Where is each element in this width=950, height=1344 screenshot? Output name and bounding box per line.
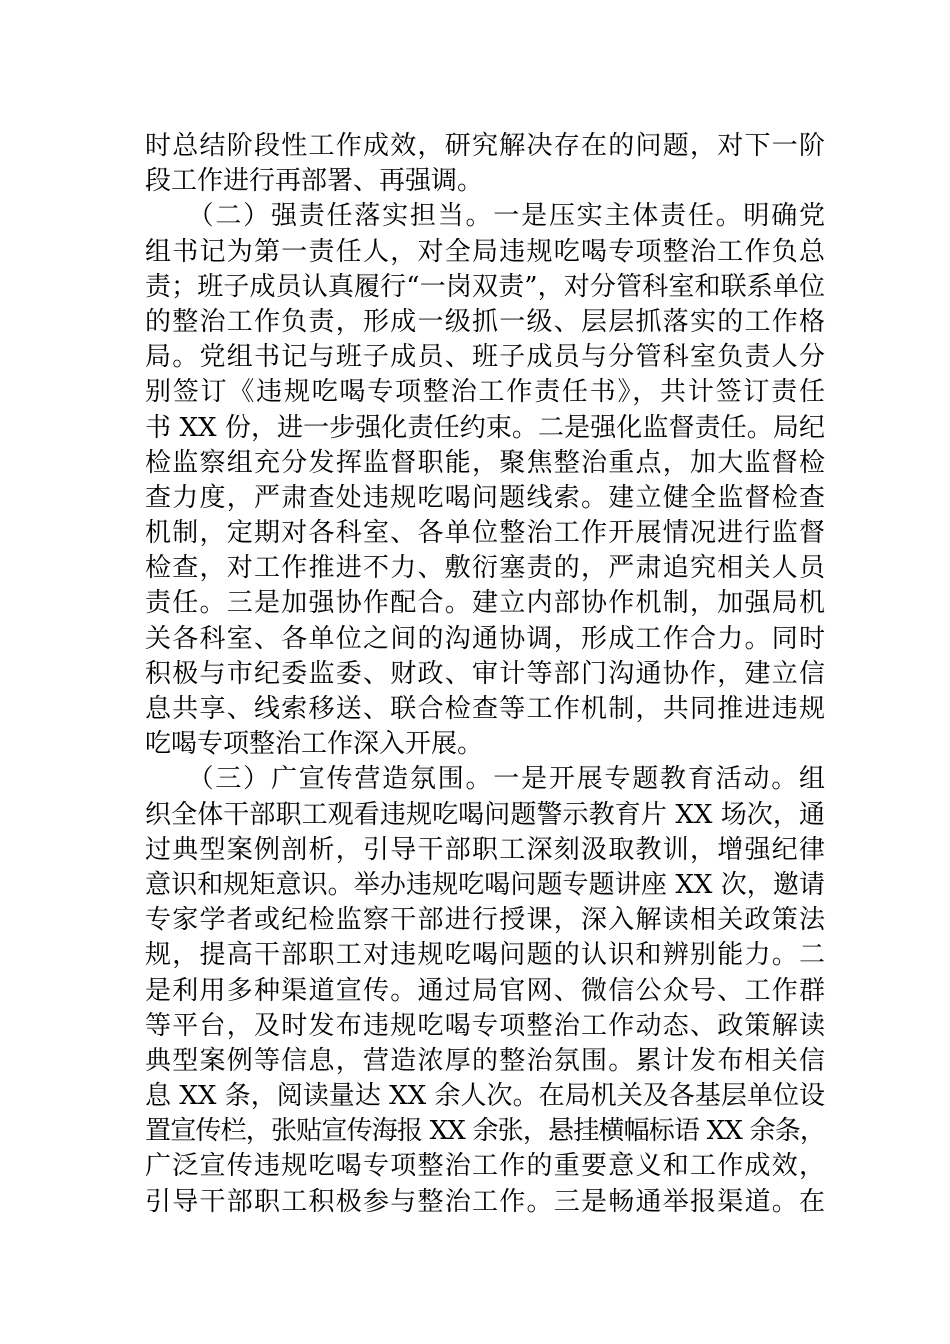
text-line: 责任。三是加强协作配合。建立内部协作机制，加强局机 bbox=[145, 588, 825, 619]
text-line: 积极与市纪委监委、财政、审计等部门沟通协作，建立信 bbox=[145, 658, 825, 689]
text-line: 置宣传栏，张贴宣传海报 XX 余张，悬挂横幅标语 XX 余条， bbox=[145, 1116, 826, 1147]
text-line: （二）强责任落实担当。一是压实主体责任。明确党 bbox=[145, 201, 825, 232]
text-line: 组书记为第一责任人，对全局违规吃喝专项整治工作负总 bbox=[145, 236, 825, 267]
text-line: 责；班子成员认真履行“一岗双责”，对分管科室和联系单位 bbox=[145, 271, 825, 302]
text-line: 检查，对工作推进不力、敷衍塞责的，严肃追究相关人员 bbox=[145, 553, 825, 584]
text-line: 典型案例等信息，营造浓厚的整治氛围。累计发布相关信 bbox=[145, 1045, 825, 1076]
document-body bbox=[145, 129, 825, 1220]
text-line: 等平台，及时发布违规吃喝专项整治工作动态、政策解读 bbox=[145, 1010, 825, 1041]
text-line: 息 XX 条，阅读量达 XX 余人次。在局机关及各基层单位设 bbox=[145, 1081, 825, 1112]
text-line: 局。党组书记与班子成员、班子成员与分管科室负责人分 bbox=[145, 342, 825, 373]
text-line: 织全体干部职工观看违规吃喝问题警示教育片 XX 场次，通 bbox=[145, 799, 825, 830]
text-line: 是利用多种渠道宣传。通过局官网、微信公众号、工作群 bbox=[145, 975, 825, 1006]
text-line: 意识和规矩意识。举办违规吃喝问题专题讲座 XX 次，邀请 bbox=[145, 869, 825, 900]
text-line: 的整治工作负责，形成一级抓一级、层层抓落实的工作格 bbox=[145, 306, 825, 337]
text-line: 检监察组充分发挥监督职能，聚焦整治重点，加大监督检 bbox=[145, 447, 825, 478]
text-line: 吃喝专项整治工作深入开展。 bbox=[145, 729, 484, 760]
text-line: 书 XX 份，进一步强化责任约束。二是强化监督责任。局纪 bbox=[145, 412, 825, 443]
text-line: 别签订《违规吃喝专项整治工作责任书》，共计签订责任 bbox=[145, 377, 825, 408]
text-line: （三）广宣传营造氛围。一是开展专题教育活动。组 bbox=[145, 764, 825, 795]
text-line: 段工作进行再部署、再强调。 bbox=[145, 166, 484, 197]
text-line: 时总结阶段性工作成效，研究解决存在的问题，对下一阶 bbox=[145, 131, 825, 161]
text-line: 过典型案例剖析，引导干部职工深刻汲取教训，增强纪律 bbox=[145, 834, 825, 865]
text-line: 息共享、线索移送、联合检查等工作机制，共同推进违规 bbox=[145, 694, 825, 724]
text-line: 关各科室、各单位之间的沟通协调，形成工作合力。同时 bbox=[145, 623, 825, 654]
text-line: 广泛宣传违规吃喝专项整治工作的重要意义和工作成效， bbox=[145, 1151, 825, 1182]
text-line: 引导干部职工积极参与整治工作。三是畅通举报渠道。在 bbox=[145, 1186, 825, 1217]
text-line: 专家学者或纪检监察干部进行授课，深入解读相关政策法 bbox=[145, 905, 825, 936]
text-line: 查力度，严肃查处违规吃喝问题线索。建立健全监督检查 bbox=[145, 482, 825, 513]
text-line: 机制，定期对各科室、各单位整治工作开展情况进行监督 bbox=[145, 518, 825, 549]
text-line: 规，提高干部职工对违规吃喝问题的认识和辨别能力。二 bbox=[145, 940, 825, 971]
